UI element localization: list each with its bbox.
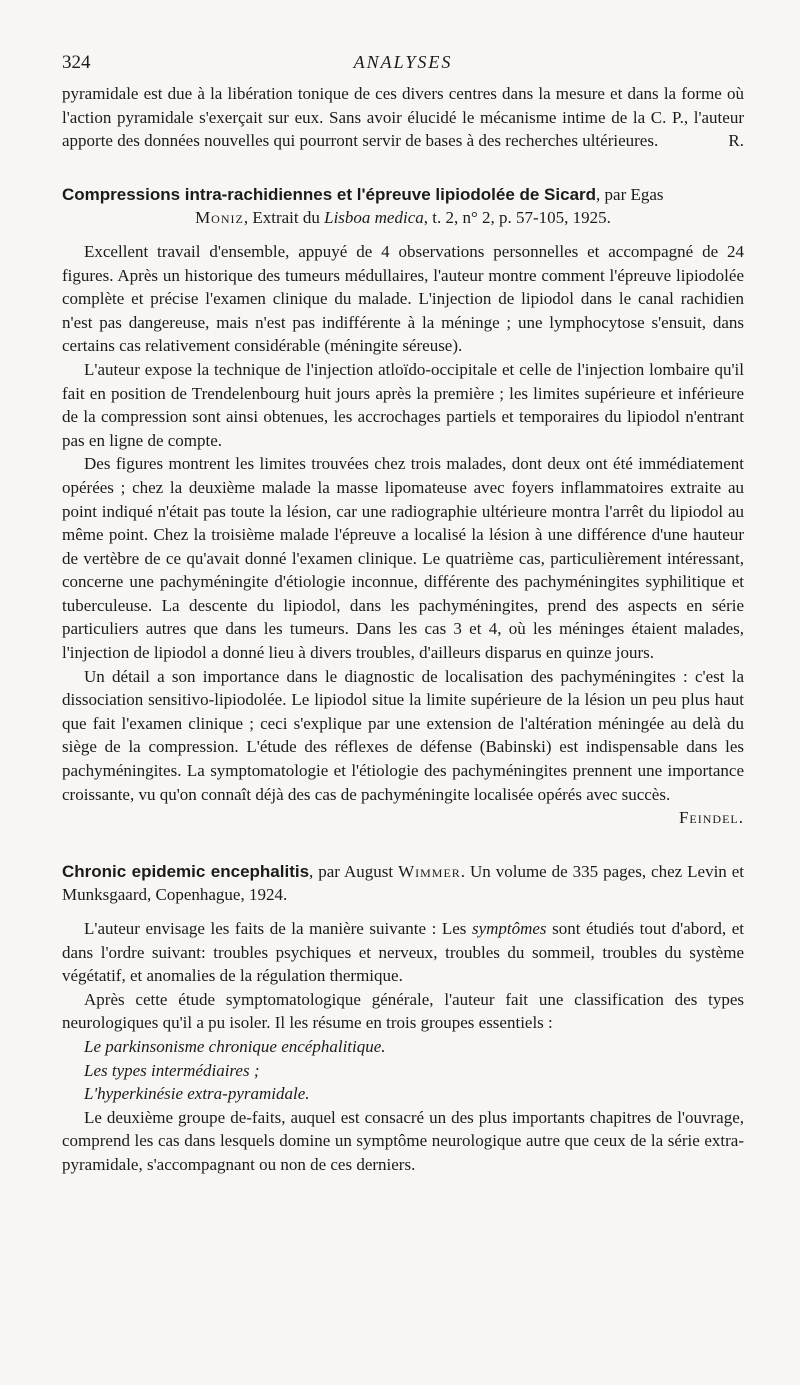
article1-title: Compressions intra-rachidiennes et l'épreuve lipiodolée de Sicard bbox=[62, 184, 597, 204]
article2-heading: Chronic epidemic encephalitis, par August Wimmer. Un volume de 335 pages, chez Levin et Munksgaard, Copenhague, 1924. bbox=[62, 861, 745, 905]
page-body bbox=[62, 82, 744, 1177]
prev-article-signature: R. bbox=[728, 131, 744, 151]
article1-author: Moniz bbox=[195, 208, 244, 228]
article1-source: Moniz, Extrait du Lisboa medica, t. 2, n° 2, p. 57-105, 1925. bbox=[195, 208, 611, 228]
article1-signature: Feindel. bbox=[678, 808, 744, 828]
group-item: L'hyperkinésie extra-pyramidale. bbox=[84, 1084, 310, 1104]
article1-journal: Lisboa medica bbox=[324, 208, 424, 228]
article2-paragraph: Le deuxième groupe de-faits, auquel est consacré un des plus importants chapitres de l'ouvrage, comprend les cas dans lesquels domine un symptôme neurologique autre que ceux de la série extra-pyramidale, s'accompagnant ou non de ces derniers. bbox=[62, 1107, 744, 1174]
article2-paragraph: Après cette étude symptomatologique générale, l'auteur fait une classification des types neurologiques qu'il a pu isoler. Il les résume en trois groupes essentiels : bbox=[62, 989, 744, 1033]
article2-paragraph: L'auteur envisage les faits de la manière suivante : Les symptômes sont étudiés tout d'abord, et dans l'ordre suivant: troubles psychiques et nerveux, troubles du sommeil, troubles du système végétatif, et anomalies de la régulation thermique. bbox=[62, 919, 744, 986]
article1-heading: Compressions intra-rachidiennes et l'épreuve lipiodolée de Sicard, par Egas Moniz, Extrait du Lisboa medica, t. 2, n° 2, p. 57-105, 1925. bbox=[62, 183, 744, 230]
article1-paragraph: L'auteur expose la technique de l'injection atloïdo-occipitale et celle de l'injection lombaire qu'il fait en position de Trendelenbourg huit jours après la première ; les limites supérieure et inférieure de la compression sont ainsi obtenues, les accrochages partiels et temporaires du lipiodol n'entrant pas en ligne de compte. bbox=[62, 359, 744, 450]
running-title: ANALYSES bbox=[353, 52, 453, 72]
group-item: Les types intermédiaires ; bbox=[84, 1060, 260, 1080]
article2-author: Wimmer bbox=[398, 861, 461, 881]
article2-title: Chronic epidemic encephalitis bbox=[62, 861, 310, 881]
running-header bbox=[62, 52, 744, 78]
article1-paragraph: Excellent travail d'ensemble, appuyé de 4 observations personnelles et accompagné de 24 figures. Après un historique des tumeurs médullaires, l'auteur montre comment l'épreuve lipiodolée complète et précise l'examen clinique du malade. L'injection de lipiodol dans le canal rachidien n'est pas dangereuse, mais n'est pas indifférente à la méninge ; une lymphocytose s'ensuit, dans certains cas relativement considérable (méningite séreuse). bbox=[62, 241, 744, 356]
group-item: Le parkinsonisme chronique encéphalitique. bbox=[84, 1036, 386, 1056]
article1-paragraph-last: Un détail a son importance dans le diagnostic de localisation des pachyméningites : c'est la dissociation sensitivo-lipiodolée. Le lipiodol situe la limite supérieure de la lésion un peu plus haut que fait l'examen clinique ; ceci s'explique par une extension de l'altération méningée au delà du siège de la compression. L'étude des réflexes de défense (Babinski) est indispensable dans les pachyméningites. La symptomatologie et l'étiologie des pachyméningites prennent une importance croissante, vu qu'on connaît déjà des cas de pachyméningite localisée opérés avec succès. Feindel. bbox=[62, 665, 744, 807]
page-number: 324 bbox=[62, 52, 91, 73]
article1-paragraph: Des figures montrent les limites trouvées chez trois malades, dont deux ont été immédiatement opérées ; chez la deuxième malade la masse lipomateuse avec foyers inflammatoires extraite au point indiqué n'était pas toute la lésion, car une radiographie ultérieure montra l'arrêt du lipiodol au même point. Chez la troisième malade l'épreuve a localisé la lésion à une différence d'une hauteur de vertèbre de ce qu'avait donné l'examen clinique. Le quatrième cas, particulièrement intéressant, concerne une pachyméningite d'étiologie inconnue, différente des pachyméningites syphilitique et tuberculeuse. La descente du lipiodol, dans les pachyméningites, prend des aspects en série particuliers autres que dans les tumeurs. Dans les cas 3 et 4, où les méninges étaient malades, l'injection de lipiodol a donné lieu à divers troubles, d'ailleurs disparus en quinze jours. bbox=[62, 454, 744, 663]
prev-article-text: pyramidale est due à la libération tonique de ces divers centres dans la mesure et dans la forme où l'action pyramidale s'exerçait sur eux. Sans avoir élucidé le mécanisme intime de la C. P., l'auteur apporte des données nouvelles qui pourront servir de bases à des recherches ultérieures. R. bbox=[62, 82, 744, 153]
